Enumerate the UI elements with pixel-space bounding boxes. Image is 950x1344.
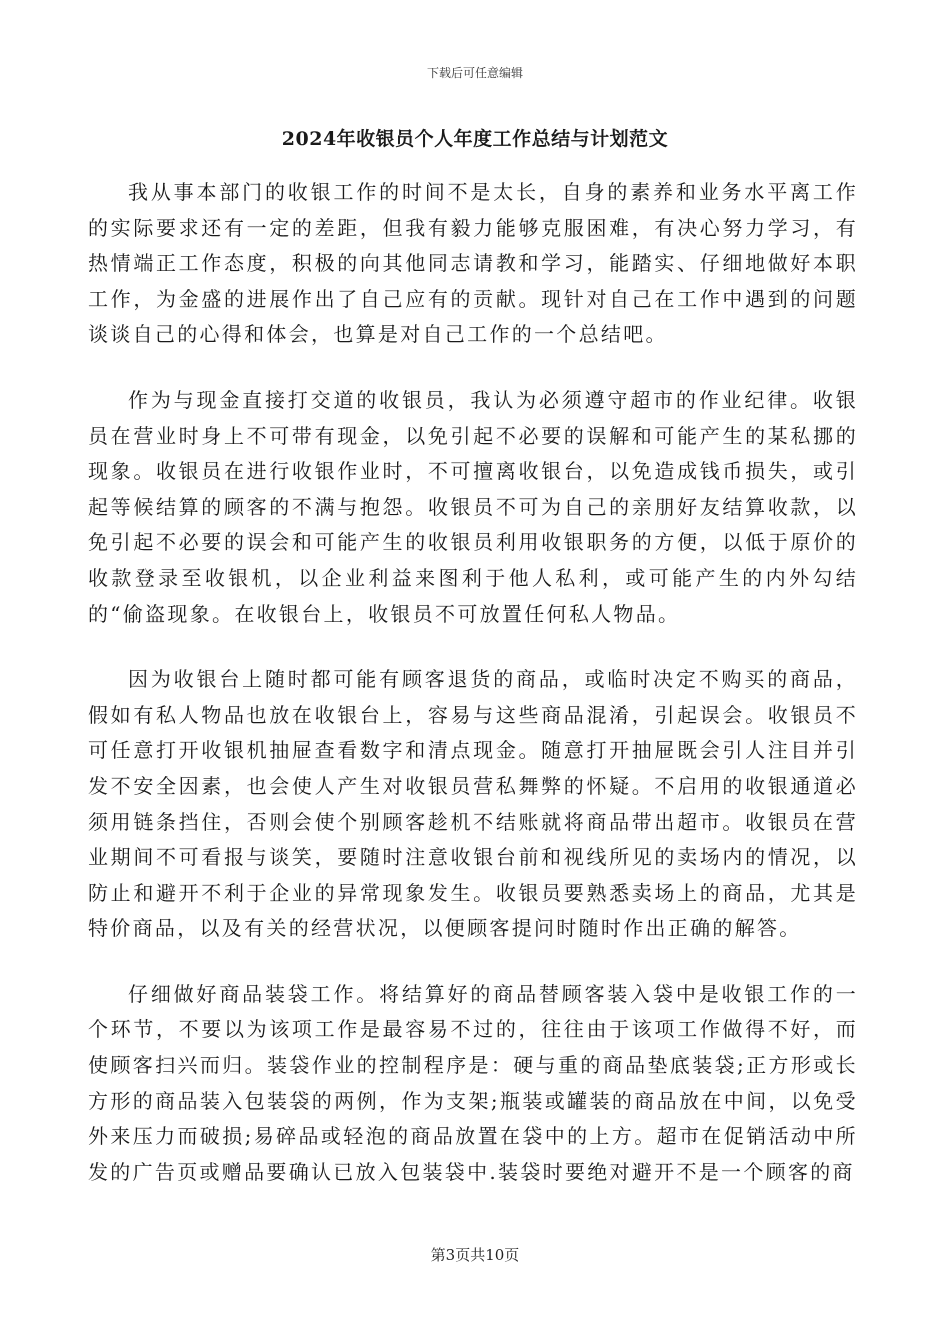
paragraph-1: 我从事本部门的收银工作的时间不是太长，自身的素养和业务水平离工作的实际要求还有一定的差距，但我有毅力能够克服困难，有决心努力学习，有热情端正工作态度，积极的向其他同志请教和学习，能踏实、仔细地做好本职工作，为金盛的进展作出了自己应有的贡献。现针对自己在工作中遇到的问题谈谈自己的心得和体会，也算是对自己工作的一个总结吧。 xyxy=(88,180,858,347)
paragraph-4: 仔细做好商品装袋工作。将结算好的商品替顾客装入袋中是收银工作的一个环节，不要以为该项工作是最容易不过的，往往由于该项工作做得不好，而使顾客扫兴而归。装袋作业的控制程序是：硬与重的商品垫底装袋;正方形或长方形的商品装入包装袋的两例，作为支架;瓶装或罐装的商品放在中间，以免受外来压力而破损;易碎品或轻泡的商品放置在袋中的上方。超市在促销活动中所发的广告页或赠品要确认已放入包装袋中.装袋时要绝对避开不是一个顾客的商 xyxy=(88,981,858,1184)
paragraph-2: 作为与现金直接打交道的收银员，我认为必须遵守超市的作业纪律。收银员在营业时身上不可带有现金，以免引起不必要的误解和可能产生的某私挪的现象。收银员在进行收银作业时，不可擅离收银台，以免造成钱币损失，或引起等候结算的顾客的不满与抱怨。收银员不可为自己的亲朋好友结算收款，以免引起不必要的误会和可能产生的收银员利用收银职务的方便，以低于原价的收款登录至收银机，以企业利益来图利于他人私利，或可能产生的内外勾结的“偷盗现象。在收银台上，收银员不可放置任何私人物品。 xyxy=(88,387,858,626)
page-number: 第3页共10页 xyxy=(430,1246,520,1264)
paragraph-3: 因为收银台上随时都可能有顾客退货的商品，或临时决定不购买的商品，假如有私人物品也放在收银台上，容易与这些商品混淆，引起误会。收银员不可任意打开收银机抽屉查看数字和清点现金。随意打开抽屉既会引人注目并引发不安全因素，也会使人产生对收银员营私舞弊的怀疑。不启用的收银通道必须用链条挡住，否则会使个别顾客趁机不结账就将商品带出超市。收银员在营业期间不可看报与谈笑，要随时注意收银台前和视线所见的卖场内的情况，以防止和避开不利于企业的异常现象发生。收银员要熟悉卖场上的商品，尤其是特价商品，以及有关的经营状况，以便顾客提问时随时作出正确的解答。 xyxy=(88,667,858,941)
document-body xyxy=(88,175,858,1220)
header-note: 下载后可任意编辑 xyxy=(426,66,523,80)
document-title: 2024年收银员个人年度工作总结与计划范文 xyxy=(281,128,669,150)
